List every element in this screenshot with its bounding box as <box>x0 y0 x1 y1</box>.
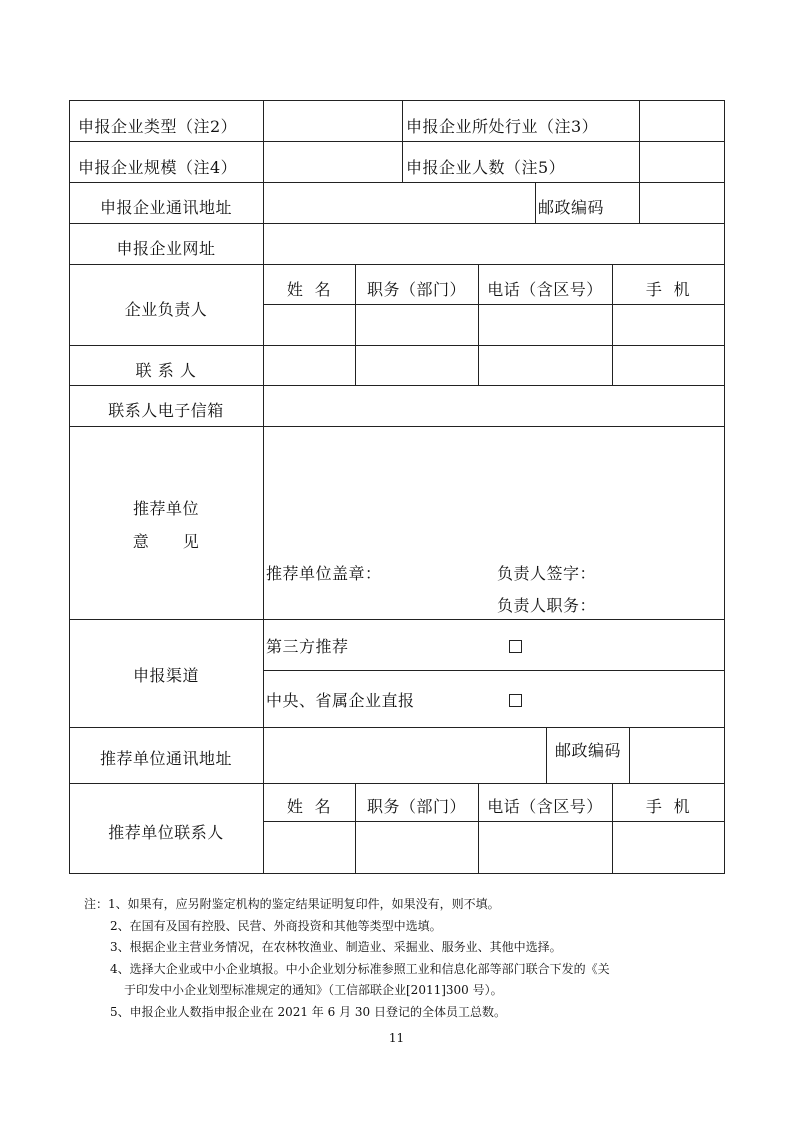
subheader-name: 姓 名 <box>286 797 332 816</box>
footnote: 注：1、如果有，应另附鉴定机构的鉴定结果证明复印件，如果没有，则不填。 <box>84 897 500 911</box>
table-rule <box>263 821 725 822</box>
table-rule <box>69 783 725 784</box>
rec-postcode-label: 邮政编码 <box>555 741 622 760</box>
industry-label: 申报企业所处行业（注3） <box>406 117 599 136</box>
table-rule <box>69 426 725 427</box>
postcode-label: 邮政编码 <box>538 198 605 217</box>
subheader-phone: 电话（含区号） <box>487 797 603 816</box>
table-rule <box>69 182 725 183</box>
page-number: 11 <box>388 1031 405 1045</box>
table-rule <box>69 385 725 386</box>
table-rule <box>546 727 547 783</box>
subheader-position: 职务（部门） <box>366 797 466 816</box>
footnote: 2、在国有及国有控股、民营、外商投资和其他等类型中选填。 <box>110 918 442 933</box>
table-rule <box>69 873 725 874</box>
footnote: 于印发中小企业划型标准规定的通知》（工信部联企业[2011]300 号）。 <box>124 983 503 997</box>
table-rule <box>69 264 725 265</box>
subheader-name: 姓 名 <box>286 280 332 299</box>
rec-address-label: 推荐单位通讯地址 <box>99 749 232 768</box>
table-rule <box>69 345 725 346</box>
table-rule <box>69 223 725 224</box>
seal-label: 推荐单位盖章： <box>266 564 382 583</box>
table-rule <box>263 670 725 671</box>
table-rule <box>639 100 640 223</box>
table-rule <box>724 100 725 874</box>
type-label: 申报企业类型（注2） <box>78 117 238 136</box>
rec-contact-label: 推荐单位联系人 <box>108 823 224 842</box>
table-rule <box>402 100 403 182</box>
email-label: 联系人电子信箱 <box>108 401 224 420</box>
footnote: 5、申报企业人数指申报企业在 2021 年 6 月 30 日登记的全体员工总数。 <box>110 1004 506 1019</box>
table-rule <box>263 100 264 874</box>
table-rule <box>69 727 725 728</box>
scale-label: 申报企业规模（注4） <box>78 158 238 177</box>
table-rule <box>629 727 630 783</box>
subheader-mobile: 手 机 <box>645 280 691 299</box>
footnotes <box>84 894 610 1023</box>
contact-label: 联 系 人 <box>135 361 197 380</box>
opinion-label: 推荐单位 <box>132 499 199 518</box>
opinion-label-2: 意 见 <box>132 532 200 551</box>
table-rule <box>69 619 725 620</box>
subheader-phone: 电话（含区号） <box>487 280 603 299</box>
footnote: 3、根据企业主营业务情况，在农林牧渔业、制造业、采掘业、服务业、其他中选择。 <box>110 940 562 954</box>
direct-report-checkbox[interactable] <box>509 694 522 707</box>
third-party-checkbox[interactable] <box>509 640 522 653</box>
table-rule <box>535 182 536 223</box>
subheader-mobile: 手 机 <box>645 797 691 816</box>
table-rule <box>69 141 725 142</box>
table-rule <box>69 100 725 101</box>
subheader-position: 职务（部门） <box>366 280 466 299</box>
website-label: 申报企业网址 <box>116 239 216 258</box>
position-label: 负责人职务： <box>497 596 597 615</box>
staff-label: 申报企业人数（注5） <box>406 158 566 177</box>
sign-label: 负责人签字： <box>497 564 597 583</box>
channel-label: 申报渠道 <box>132 666 199 685</box>
leader-label: 企业负责人 <box>124 300 208 319</box>
address-label: 申报企业通讯地址 <box>99 198 232 217</box>
channel-option-direct: 中央、省属企业直报 <box>266 691 415 710</box>
table-rule <box>263 304 725 305</box>
channel-option-third-party: 第三方推荐 <box>266 637 349 656</box>
footnote: 4、选择大企业或中小企业填报。中小企业划分标准参照工业和信息化部等部门联合下发的《关 <box>110 961 610 976</box>
